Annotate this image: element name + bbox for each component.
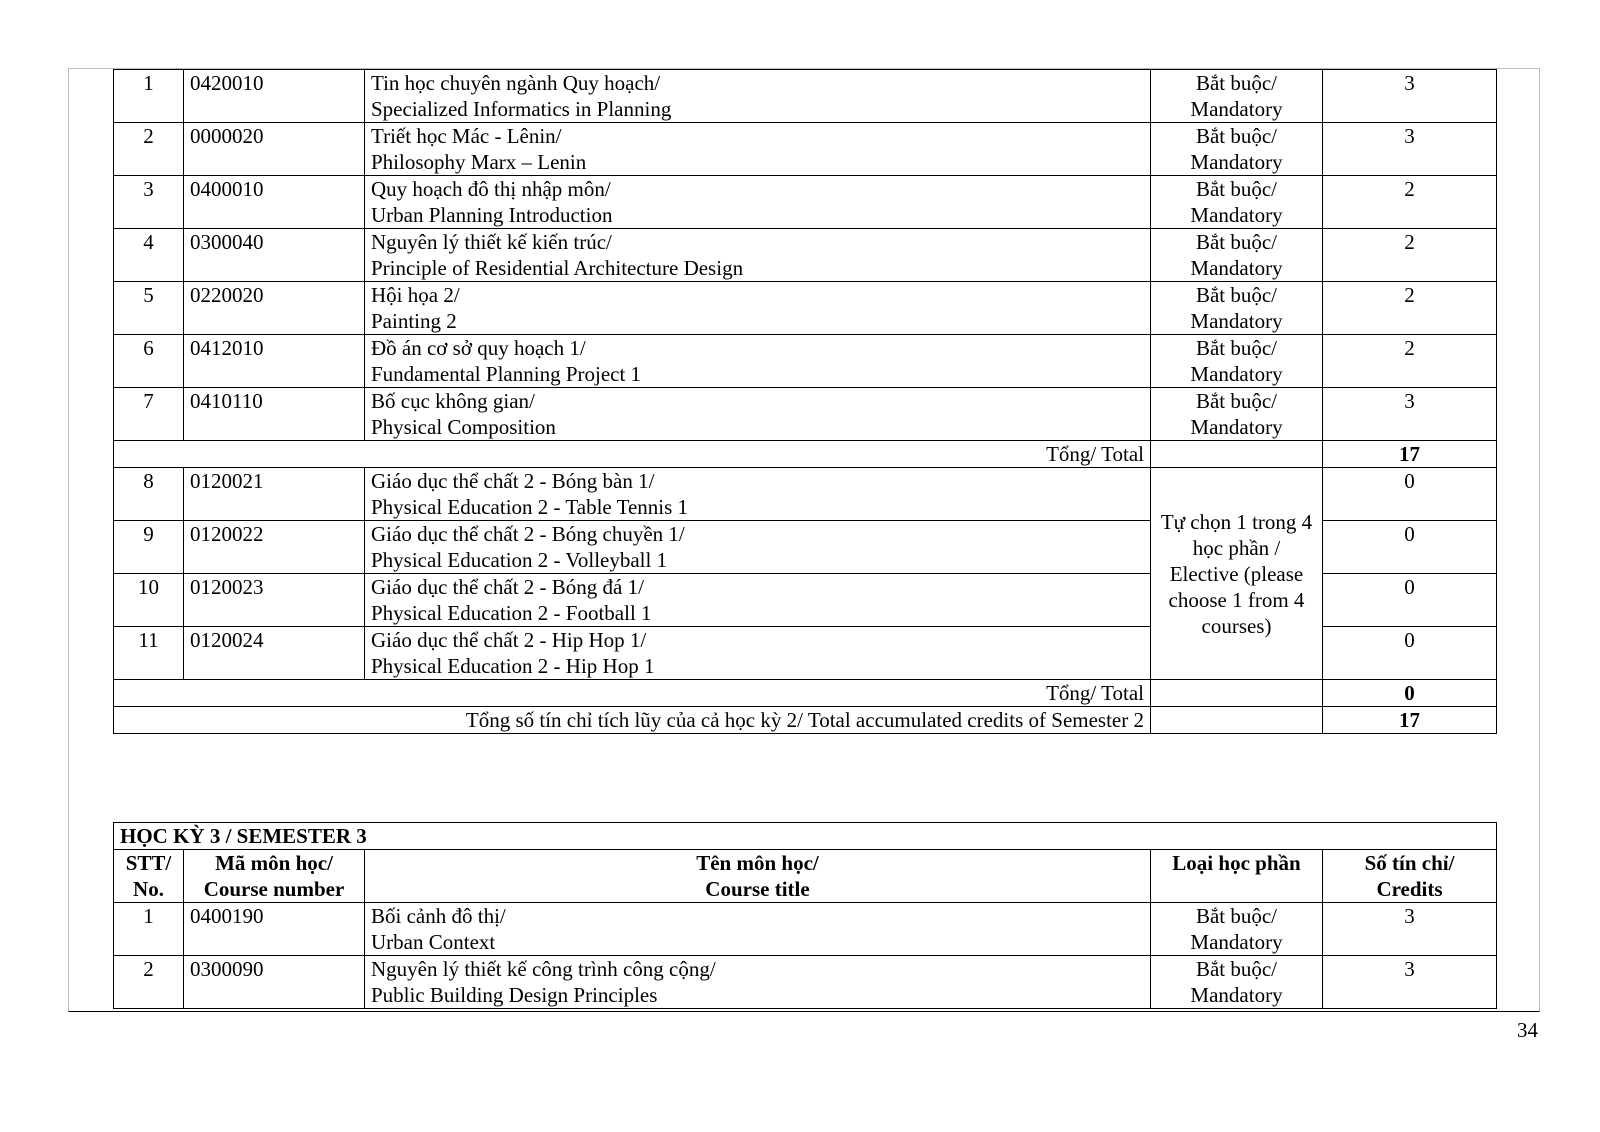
course-title: Nguyên lý thiết kế kiến trúc/ Principle of Residential Architecture Design xyxy=(365,229,1151,282)
table-row xyxy=(114,903,1497,956)
course-title: Bố cục không gian/ Physical Composition xyxy=(365,388,1151,441)
row-number: 9 xyxy=(114,521,184,574)
column-header-row xyxy=(114,850,1497,903)
course-type: Bắt buộc/ Mandatory xyxy=(1151,956,1323,1009)
row-number: 5 xyxy=(114,282,184,335)
subtotal-label: Tổng/ Total xyxy=(114,441,1151,468)
row-number: 1 xyxy=(114,70,184,123)
course-number: 0300040 xyxy=(184,229,365,282)
subtotal-empty-cell xyxy=(1151,441,1323,468)
page-number: 34 xyxy=(1517,1018,1538,1042)
course-type: Bắt buộc/ Mandatory xyxy=(1151,123,1323,176)
course-type: Bắt buộc/ Mandatory xyxy=(1151,70,1323,123)
course-number: 0220020 xyxy=(184,282,365,335)
course-credits: 0 xyxy=(1323,627,1497,680)
row-number: 1 xyxy=(114,903,184,956)
accumulated-total-label: Tổng số tín chỉ tích lũy của cả học kỳ 2/ Total accumulated credits of Semester 2 xyxy=(114,707,1151,734)
row-number: 6 xyxy=(114,335,184,388)
elective-subtotal-credits: 0 xyxy=(1323,680,1497,707)
table-row xyxy=(114,229,1497,282)
course-credits: 0 xyxy=(1323,468,1497,521)
course-number: 0120021 xyxy=(184,468,365,521)
course-credits: 0 xyxy=(1323,521,1497,574)
table-row xyxy=(114,282,1497,335)
course-number: 0400010 xyxy=(184,176,365,229)
course-credits: 3 xyxy=(1323,70,1497,123)
course-credits: 3 xyxy=(1323,123,1497,176)
header-no: STT/ No. xyxy=(114,850,184,903)
course-number: 0120024 xyxy=(184,627,365,680)
course-credits: 2 xyxy=(1323,229,1497,282)
semester-3-course-table xyxy=(113,822,1497,1009)
course-type: Bắt buộc/ Mandatory xyxy=(1151,282,1323,335)
row-number: 2 xyxy=(114,956,184,1009)
table-row xyxy=(114,70,1497,123)
header-course-type: Loại học phần xyxy=(1151,850,1323,903)
table-row xyxy=(114,335,1497,388)
elective-subtotal-empty-cell xyxy=(1151,680,1323,707)
course-number: 0120022 xyxy=(184,521,365,574)
header-course-number: Mã môn học/ Course number xyxy=(184,850,365,903)
elective-subtotal-label: Tổng/ Total xyxy=(114,680,1151,707)
subtotal-row xyxy=(114,441,1497,468)
course-credits: 3 xyxy=(1323,903,1497,956)
course-number: 0000020 xyxy=(184,123,365,176)
elective-note: Tự chọn 1 trong 4 học phần / Elective (please choose 1 from 4 courses) xyxy=(1151,468,1323,680)
course-credits: 2 xyxy=(1323,282,1497,335)
accumulated-empty-cell xyxy=(1151,707,1323,734)
row-number: 11 xyxy=(114,627,184,680)
course-credits: 3 xyxy=(1323,956,1497,1009)
course-number: 0420010 xyxy=(184,70,365,123)
row-number: 2 xyxy=(114,123,184,176)
course-credits: 3 xyxy=(1323,388,1497,441)
accumulated-total-credits: 17 xyxy=(1323,707,1497,734)
course-title: Giáo dục thể chất 2 - Bóng bàn 1/ Physical Education 2 - Table Tennis 1 xyxy=(365,468,1151,521)
header-course-title: Tên môn học/ Course title xyxy=(365,850,1151,903)
course-credits: 2 xyxy=(1323,335,1497,388)
elective-subtotal-row xyxy=(114,680,1497,707)
course-title: Bối cảnh đô thị/ Urban Context xyxy=(365,903,1151,956)
course-title: Đồ án cơ sở quy hoạch 1/ Fundamental Planning Project 1 xyxy=(365,335,1151,388)
course-title: Quy hoạch đô thị nhập môn/ Urban Planning Introduction xyxy=(365,176,1151,229)
course-title: Giáo dục thể chất 2 - Hip Hop 1/ Physical Education 2 - Hip Hop 1 xyxy=(365,627,1151,680)
table-row xyxy=(114,123,1497,176)
course-number: 0400190 xyxy=(184,903,365,956)
table-row xyxy=(114,388,1497,441)
semester-3-heading: HỌC KỲ 3 / SEMESTER 3 xyxy=(114,823,1497,850)
row-number: 10 xyxy=(114,574,184,627)
course-type: Bắt buộc/ Mandatory xyxy=(1151,229,1323,282)
course-title: Tin học chuyên ngành Quy hoạch/ Specialized Informatics in Planning xyxy=(365,70,1151,123)
row-number: 3 xyxy=(114,176,184,229)
course-title: Hội họa 2/ Painting 2 xyxy=(365,282,1151,335)
course-title: Giáo dục thể chất 2 - Bóng chuyền 1/ Physical Education 2 - Volleyball 1 xyxy=(365,521,1151,574)
table-row xyxy=(114,956,1497,1009)
semester-heading-row xyxy=(114,823,1497,850)
course-title: Giáo dục thể chất 2 - Bóng đá 1/ Physical Education 2 - Football 1 xyxy=(365,574,1151,627)
accumulated-total-row xyxy=(114,707,1497,734)
course-type: Bắt buộc/ Mandatory xyxy=(1151,176,1323,229)
course-type: Bắt buộc/ Mandatory xyxy=(1151,388,1323,441)
semester-2-course-table xyxy=(113,69,1497,734)
course-type: Bắt buộc/ Mandatory xyxy=(1151,335,1323,388)
course-credits: 2 xyxy=(1323,176,1497,229)
course-credits: 0 xyxy=(1323,574,1497,627)
course-number: 0410110 xyxy=(184,388,365,441)
row-number: 8 xyxy=(114,468,184,521)
course-type: Bắt buộc/ Mandatory xyxy=(1151,903,1323,956)
subtotal-credits: 17 xyxy=(1323,441,1497,468)
table-row xyxy=(114,176,1497,229)
course-title: Triết học Mác - Lênin/ Philosophy Marx – Lenin xyxy=(365,123,1151,176)
header-credits: Số tín chỉ/ Credits xyxy=(1323,850,1497,903)
course-title: Nguyên lý thiết kế công trình công cộng/ Public Building Design Principles xyxy=(365,956,1151,1009)
course-number: 0412010 xyxy=(184,335,365,388)
table-row xyxy=(114,468,1497,521)
row-number: 7 xyxy=(114,388,184,441)
course-number: 0120023 xyxy=(184,574,365,627)
row-number: 4 xyxy=(114,229,184,282)
course-number: 0300090 xyxy=(184,956,365,1009)
